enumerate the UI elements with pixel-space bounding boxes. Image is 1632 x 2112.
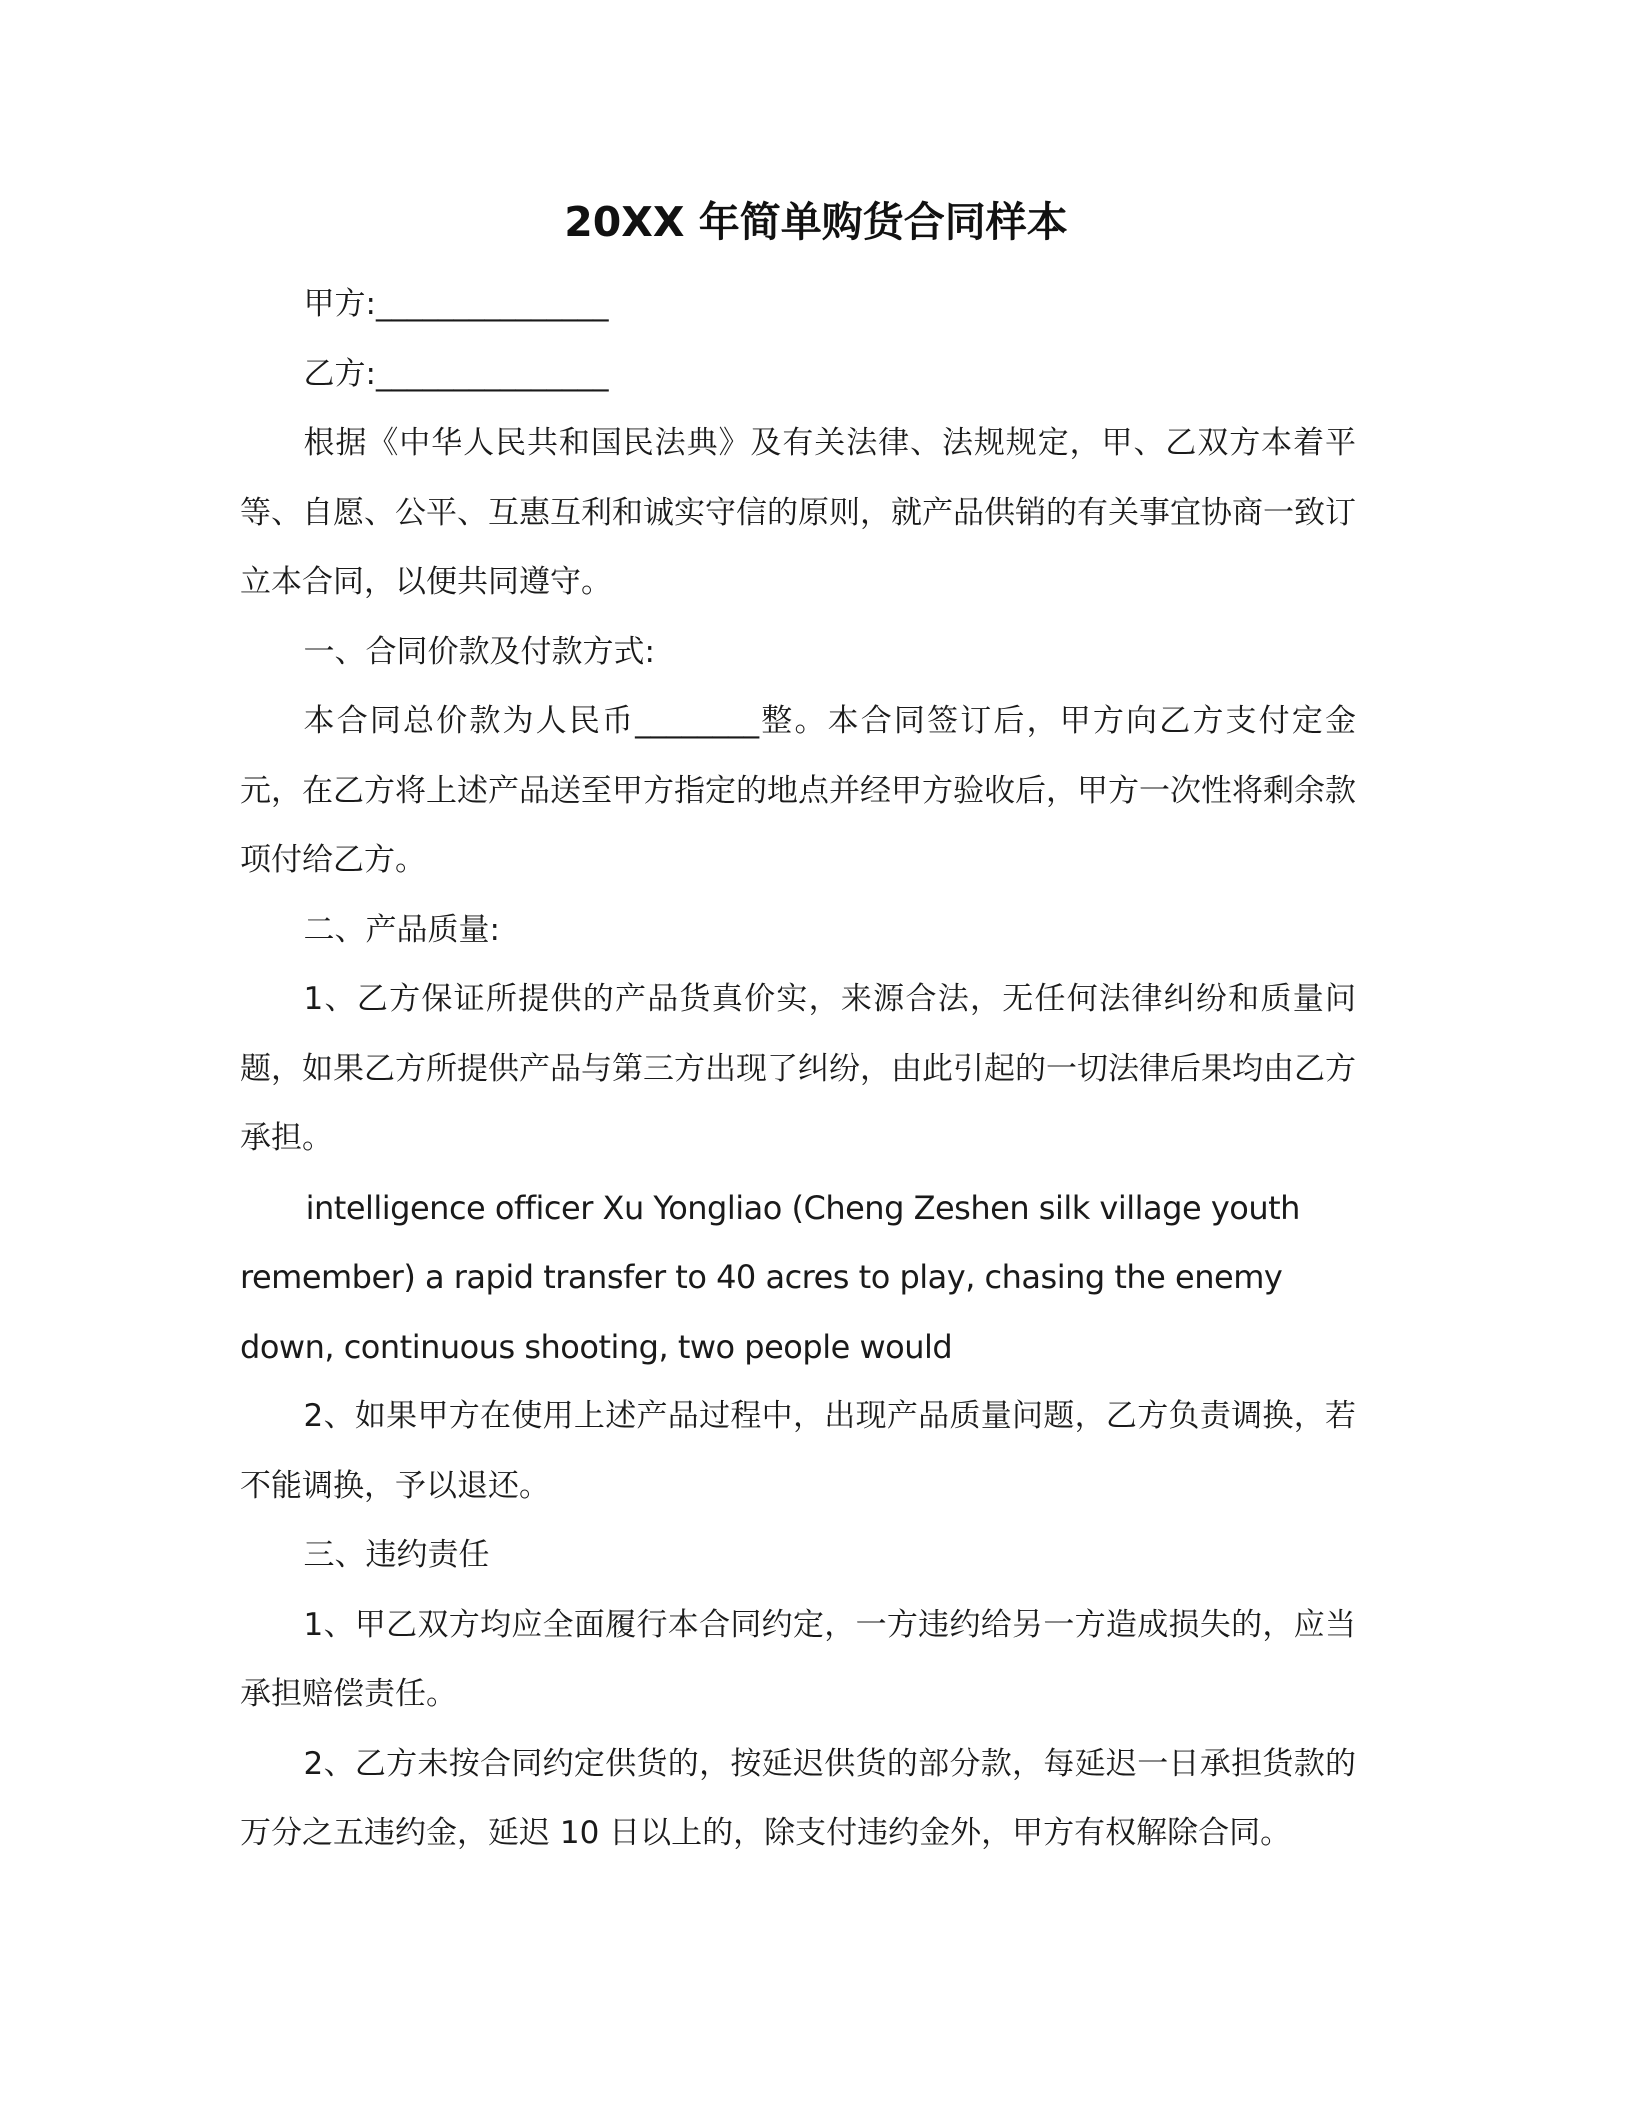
section3-item-1: 1、甲乙双方均应全面履行本合同约定，一方违约给另一方造成损失的，应当承担赔偿责任。 (240, 1606, 1356, 1712)
section2-item-2: 2、如果甲方在使用上述产品过程中，出现产品质量问题，乙方负责调换，若不能调换，予以退还。 (240, 1398, 1356, 1504)
party-a-line: 甲方:_______________ (303, 286, 609, 322)
inserted-english-paragraph: intelligence officer Xu Yongliao (Cheng Zeshen silk village youth remember) a rapid transfer to 40 acres to play, chasing the enemy down, continuous shooting, two people would (240, 1188, 1310, 1366)
document-body (240, 270, 1366, 1869)
intro-paragraph: 根据《中华人民共和国民法典》及有关法律、法规规定，甲、乙双方本着平等、自愿、公平、互惠互利和诚实守信的原则，就产品供销的有关事宜协商一致订立本合同，以便共同遵守。 (240, 425, 1356, 600)
section3-item-2: 2、乙方未按合同约定供货的，按延迟供货的部分款，每延迟一日承担货款的万分之五违约金，延迟 10 日以上的，除支付违约金外，甲方有权解除合同。 (240, 1745, 1356, 1851)
party-b-line: 乙方:_______________ (303, 355, 609, 392)
section2-item-1: 1、乙方保证所提供的产品货真价实，来源合法，无任何法律纠纷和质量问题，如果乙方所提供产品与第三方出现了纠纷，由此引起的一切法律后果均由乙方承担。 (240, 981, 1356, 1156)
section2-heading: 二、产品质量: (303, 911, 500, 948)
section1-heading: 一、合同价款及付款方式: (303, 633, 655, 670)
section1-paragraph: 本合同总价款为人民币________整。本合同签订后，甲方向乙方支付定金 元，在乙方将上述产品送至甲方指定的地点并经甲方验收后，甲方一次性将剩余款项付给乙方。 (240, 703, 1366, 878)
section3-heading: 三、违约责任 (303, 1537, 490, 1573)
document-title: 20XX 年简单购货合同样本 (564, 198, 1068, 246)
